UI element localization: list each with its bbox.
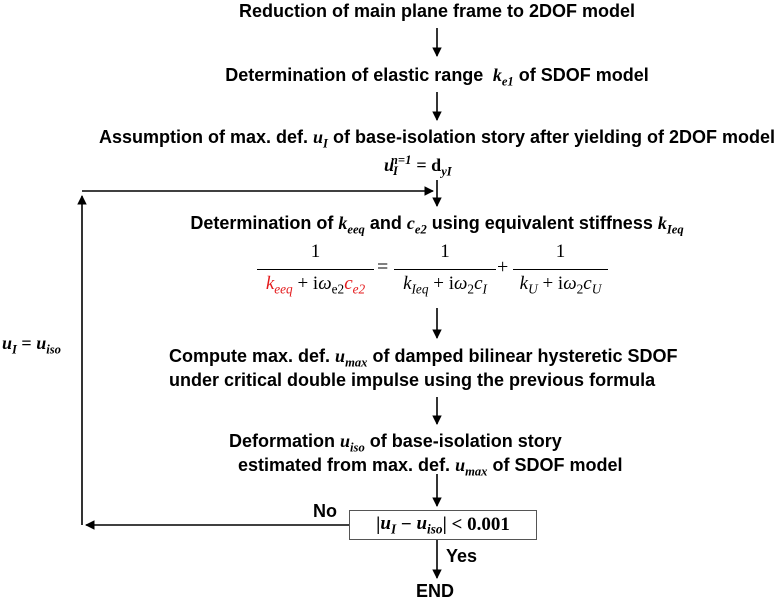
- loop-update-label: $u_I = u_{iso}$: [2, 333, 61, 357]
- convergence-check-box: | $u_I$ − $u_{iso}$ | < 0.001: [349, 510, 537, 540]
- initial-condition: $u_I^{n=1} = d_{yI}$: [384, 153, 452, 179]
- end-terminal: END: [416, 581, 455, 600]
- step-compute: Compute max. def. $u_{max}$ of damped bilinear hysteretic SDOF: [169, 346, 678, 370]
- step-determination: Determination of $k_{eeq}$ and $c_{e2}$ using equivalent stiffness $k_{Ieq}$: [190, 213, 684, 237]
- step-compute-line2: under critical double impulse using the previous formula: [169, 370, 656, 390]
- step-reduction: Reduction of main plane frame to 2DOF model: [238, 1, 636, 21]
- step-elastic-range: Determination of elastic range $k_{e1}$ of SDOF model: [225, 65, 649, 89]
- step-assumption: Assumption of max. def. $u_I$ of base-isolation story after yielding of 2DOF model: [98, 127, 776, 151]
- yes-branch-label: Yes: [446, 546, 478, 566]
- k-e1-symbol: $k_{e1}$: [488, 65, 514, 89]
- no-branch-label: No: [313, 501, 337, 521]
- u-i-symbol: $u_I$: [313, 127, 328, 151]
- equivalence-equation: 1 $k_{eeq} + i\omega_{e2}c_{e2}$ = 1 $k_{Ieq} + i\omega_2c_I$ + 1 $k_U + i\omega_2c_U$: [0, 0, 782, 600]
- step-deformation: Deformation $u_{iso}$ of base-isolation story: [229, 431, 562, 455]
- step-deformation-line2: estimated from max. def. $u_{max}$ of SDOF model: [238, 455, 623, 479]
